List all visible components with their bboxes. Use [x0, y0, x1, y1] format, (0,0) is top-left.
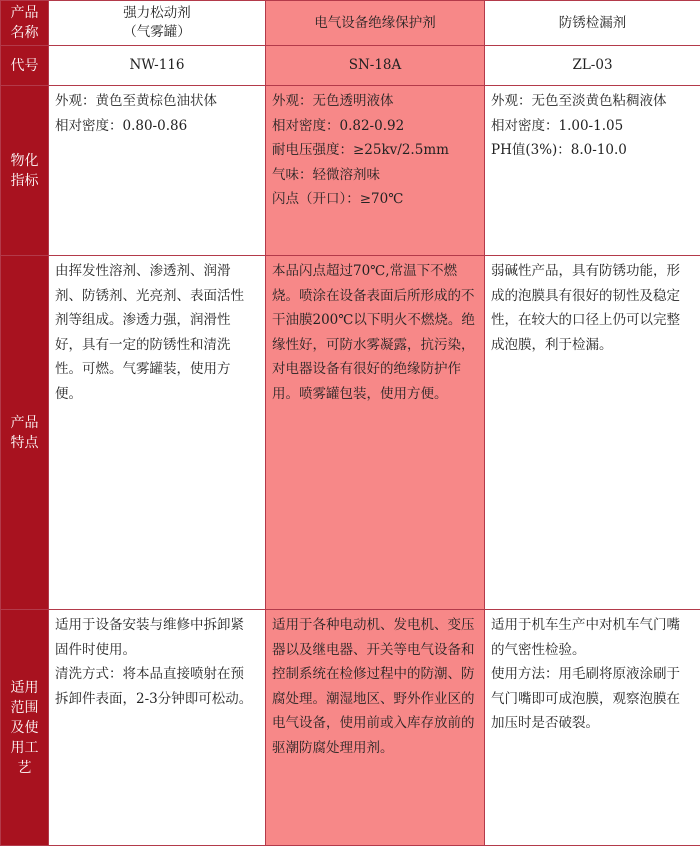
- header-product-name: [1, 1, 49, 46]
- features-sn18a: [266, 256, 485, 610]
- header-product-name-text: 产品 名称: [10, 5, 39, 41]
- features-text: 由挥发性溶剂、渗透剂、润滑剂、防锈剂、光亮剂、表面活性剂等组成。渗透力强，润滑性好，具有一定的防锈性和清洗性。可燃。气雾罐装，使用方便。: [55, 263, 244, 402]
- physchem-line: 相对密度：1.00-1.05: [491, 117, 624, 134]
- header-usage: [1, 610, 49, 846]
- physchem-sn18a: [266, 86, 485, 256]
- features-zl03: [485, 256, 700, 610]
- usage-sn18a: [266, 610, 485, 846]
- usage-text: 适用于设备安装与维修中拆卸紧固件时使用。 清洗方式：将本品直接喷射在预拆卸件表面，2-3分钟即可松动。: [55, 617, 253, 707]
- row-product-name: [1, 1, 700, 46]
- header-physchem-text: 物化 指标: [10, 152, 39, 189]
- physchem-line: 外观：无色至淡黄色粘稠液体: [491, 93, 667, 109]
- code-value: NW-116: [129, 57, 185, 73]
- product-name-sn18a: [266, 1, 485, 46]
- row-physchem: [1, 86, 700, 256]
- product-name-nw116: [49, 1, 266, 46]
- usage-text: 适用于各种电动机、发电机、变压器以及继电器、开关等电气设备和控制系统在检修过程中的防潮、防腐处理。潮湿地区、野外作业区的电气设备，使用前或入库存放前的驱潮防腐处理用剂。: [272, 617, 475, 756]
- code-value: ZL-03: [572, 57, 613, 73]
- physchem-line: 外观：无色透明液体: [272, 93, 394, 109]
- code-zl03: [485, 46, 700, 86]
- physchem-line: 闪点（开口）：≥70℃: [272, 191, 404, 207]
- features-text: 本品闪点超过70℃,常温下不燃烧。喷涂在设备表面后所形成的不干油膜200℃以下明火不燃烧。绝缘性好，可防水雾凝露，抗污染，对电器设备有很好的绝缘防护作用。喷雾罐包装，使用方便。: [272, 263, 475, 402]
- usage-text: 适用于机车生产中对机车气门嘴的气密性检验。 使用方法：用毛刷将原液涂刷于气门嘴即可成泡膜，观察泡膜在加压时是否破裂。: [491, 617, 680, 731]
- product-name-line1: 强力松动剂: [123, 5, 191, 21]
- physchem-line: 气味：轻微溶剂味: [272, 166, 380, 183]
- header-code-text: 代号: [10, 57, 39, 74]
- product-name-zl03: [485, 1, 700, 46]
- row-usage: [1, 610, 700, 846]
- code-value: SN-18A: [348, 57, 402, 73]
- row-features: [1, 256, 700, 610]
- product-name-line2: （气雾罐）: [123, 24, 191, 40]
- features-nw116: [49, 256, 266, 610]
- product-name-line1: 电气设备绝缘保护剂: [314, 14, 436, 31]
- physchem-line: 外观：黄色至黄棕色油状体: [55, 93, 217, 109]
- code-nw116: [49, 46, 266, 86]
- row-code: [1, 46, 700, 86]
- physchem-line: 相对密度：0.80-0.86: [55, 117, 188, 134]
- usage-zl03: [485, 610, 700, 846]
- physchem-line: 相对密度：0.82-0.92: [272, 117, 405, 134]
- code-sn18a: [266, 46, 485, 86]
- features-text: 弱碱性产品，具有防锈功能，形成的泡膜具有很好的韧性及稳定性，在较大的口径上仍可以完整成泡膜，利于检漏。: [491, 263, 680, 353]
- physchem-zl03: [485, 86, 700, 256]
- header-physchem: [1, 86, 49, 256]
- physchem-nw116: [49, 86, 266, 256]
- header-features-text: 产品 特点: [10, 414, 39, 451]
- product-name-line1: 防锈检漏剂: [558, 14, 627, 31]
- usage-nw116: [49, 610, 266, 846]
- physchem-line: PH值(3%)：8.0-10.0: [491, 142, 627, 158]
- header-usage-text: 适用 范围 及使 用工 艺: [10, 679, 39, 776]
- header-features: [1, 256, 49, 610]
- physchem-line: 耐电压强度：≥25kv/2.5mm: [272, 142, 449, 158]
- header-code: [1, 46, 49, 86]
